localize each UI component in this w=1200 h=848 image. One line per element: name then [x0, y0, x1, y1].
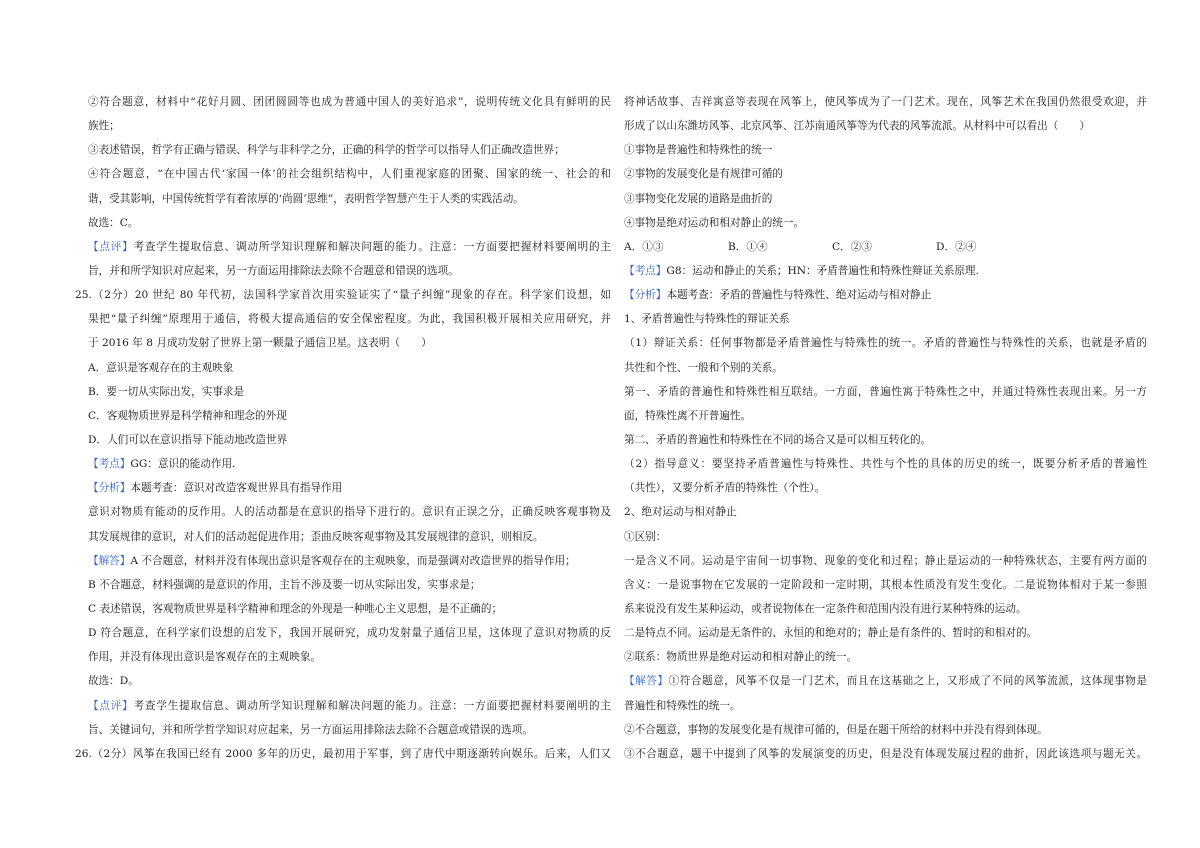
text-line	[624, 621, 1147, 645]
text-line	[624, 428, 1147, 452]
line-text: 25.（2分）20 世纪 80 年代初，法国科学家首次用实验证实了“量子纠缠”现象的存在。科学家们设想，如	[75, 289, 611, 302]
text-line	[88, 211, 611, 235]
section-tag: 【解答】	[88, 554, 131, 567]
text-line	[624, 404, 1147, 428]
line-text: （共性），又要分析矛盾的特殊性（个性）。	[624, 482, 826, 495]
text-line	[624, 283, 1147, 307]
text-line	[88, 428, 611, 452]
line-text: 第一、矛盾的普遍性和特殊性相互联结。一方面，普遍性寓于特殊性之中，并通过特殊性表现出来。另一方	[624, 385, 1147, 398]
line-text: ②联系：物质世界是绝对运动和相对静止的统一。	[624, 651, 858, 664]
line-text: （1）辩证关系：任何事物都是矛盾普遍性与特殊性的统一。矛盾的普遍性与特殊性的关系，也就是矛盾的	[624, 337, 1147, 350]
line-text: ①区别：	[624, 530, 667, 543]
line-text: ②事物的发展变化是有规律可循的	[624, 168, 783, 181]
answer-options	[624, 235, 1147, 259]
text-line	[88, 162, 611, 186]
line-text: A．意识是客观存在的主观映象	[88, 361, 234, 374]
line-text: 故选：D。	[88, 675, 139, 688]
line-text: B 不合题意，材料强调的是意识的作用，主旨不涉及要一切从实际出发，实事求是；	[88, 578, 481, 591]
line-text: C．客观物质世界是科学精神和理念的外现	[88, 409, 287, 422]
text-line	[88, 331, 611, 355]
text-line	[88, 90, 611, 114]
text-line	[624, 742, 1147, 766]
text-line	[88, 235, 611, 259]
line-text: 面，特殊性离不开普遍性。	[624, 409, 752, 422]
text-line	[88, 380, 611, 404]
line-text: ②符合题意，材料中“花好月圆、团团圆圆等也成为普通中国人的美好追求”，说明传统文化具有鲜明的民	[88, 96, 611, 108]
line-text: D．人们可以在意识指导下能动地改造世界	[88, 433, 288, 446]
line-text: G8：运动和静止的关系；HN：矛盾普遍性和特殊性辩证关系原理.	[666, 264, 979, 277]
text-line	[88, 452, 611, 476]
text-line	[88, 500, 611, 524]
line-text: 故选：C。	[88, 216, 139, 229]
section-tag: 【考点】	[88, 458, 131, 471]
line-text: 26.（2分）风筝在我国已经有 2000 多年的历史，最初用于军事，到了唐代中期逐渐转向娱乐。后来，人们又	[75, 747, 611, 760]
line-text: （2）指导意义：要坚持矛盾普遍性与特殊性、共性与个性的具体的历史的统一，既要分析矛盾的普遍性	[624, 458, 1147, 471]
line-text: 果把“量子纠缠”原理用于通信，将极大提高通信的安全保密程度。为此，我国积极开展相关应用研究，并	[88, 313, 611, 326]
line-text: D 符合题意，在科学家们设想的启发下，我国开展研究，成功发射量子通信卫星，这体现了意识对物质的反	[88, 627, 611, 640]
text-line	[624, 476, 1147, 500]
section-tag: 【点评】	[88, 699, 134, 712]
line-text: B．要一切从实际出发，实事求是	[88, 385, 245, 398]
text-line	[624, 380, 1147, 404]
text-line	[624, 138, 1147, 162]
line-text: 系来说没有发生某种运动，或者说物体在一定条件和范围内没有进行某种特殊的运动。	[624, 602, 1027, 615]
line-text: GG：意识的能动作用.	[130, 458, 236, 471]
text-line	[88, 404, 611, 428]
text-line	[88, 356, 611, 380]
answer-option: D．②④	[936, 240, 977, 253]
text-line	[624, 259, 1147, 283]
text-line	[75, 742, 611, 766]
text-line	[88, 138, 611, 162]
section-tag: 【解答】	[624, 675, 669, 688]
right-column	[624, 90, 1147, 766]
text-line	[88, 694, 611, 718]
line-text: 一是含义不同。运动是宇宙间一切事物、现象的变化和过程；静止是运动的一种特殊状态，主要有两方面的	[624, 554, 1147, 567]
line-text: ③表述错误，哲学有正确与错误、科学与非科学之分，正确的科学的哲学可以指导人们正确改造世界；	[88, 144, 565, 157]
line-text: 共性和个性、一般和个别的关系。	[624, 361, 783, 374]
answer-option: C．②③	[832, 240, 872, 253]
text-line	[624, 162, 1147, 186]
section-tag: 【分析】	[88, 482, 131, 495]
text-line	[88, 669, 611, 693]
text-line	[624, 307, 1147, 331]
answer-option: B．①④	[728, 240, 768, 253]
line-text: C 表述错误，客观物质世界是科学精神和理念的外现是一种唯心主义思想，是不正确的；	[88, 602, 503, 615]
text-line	[88, 525, 611, 549]
line-text: 含义：一是说事物在它发展的一定阶段和一定时期，其根本性质没有发生变化。二是说物体相对于某一参照	[624, 578, 1147, 591]
line-text: 考查学生提取信息、调动所学知识理解和解决问题的能力。注意：一方面要把握材料要阐明的主	[133, 699, 611, 712]
text-line	[88, 259, 611, 283]
section-tag: 【点评】	[88, 240, 134, 253]
line-text: 2、绝对运动与相对静止	[624, 506, 737, 519]
line-text: ③不合题意，题干中提到了风筝的发展演变的历史，但是没有体现发展过程的曲折，因此该选项与题无关。	[624, 747, 1147, 760]
text-line	[624, 90, 1147, 114]
line-text: A 不合题意，材料并没有体现出意识是客观存在的主观映象，而是强调对改造世界的指导作用；	[130, 554, 576, 567]
text-line	[624, 669, 1147, 693]
text-line	[88, 597, 611, 621]
line-text: 二是特点不同。运动是无条件的、永恒的和绝对的；静止是有条件的、暂时的和相对的。	[624, 627, 1038, 640]
line-text: ①符合题意，风筝不仅是一门艺术，而且在这基础之上，又形成了不同的风筝流派，这体现事物是	[668, 675, 1147, 688]
text-line	[624, 694, 1147, 718]
text-line	[624, 211, 1147, 235]
text-line	[624, 597, 1147, 621]
line-text: ④事物是绝对运动和相对静止的统一。	[624, 216, 805, 229]
text-line	[88, 573, 611, 597]
text-line	[88, 307, 611, 331]
text-line	[624, 331, 1147, 355]
text-line	[624, 573, 1147, 597]
line-text: ③事物变化发展的道路是曲折的	[624, 192, 773, 205]
text-line	[624, 356, 1147, 380]
line-text: 旨、关键词句，并和所学哲学知识对应起来，另一方面运用排除法去除不合题意或错误的选项。	[88, 723, 533, 736]
line-text: ④符合题意，“在中国古代‘家国一体’的社会组织结构中，人们重视家庭的团聚、国家的统一、社会的和	[88, 168, 611, 181]
line-text: 将神话故事、吉祥寓意等表现在风筝上，使风筝成为了一门艺术。现在，风筝艺术在我国仍然很受欢迎，并	[624, 96, 1147, 108]
text-line	[624, 525, 1147, 549]
line-text: 其发展规律的意识，对人们的活动起促进作用；歪曲反映客观事物及其发展规律的意识，则相反。	[88, 530, 544, 543]
line-text: 旨，并和所学知识对应起来，另一方面运用排除法去除不合题意和错误的选项。	[88, 264, 459, 277]
left-column	[75, 90, 611, 766]
section-tag: 【分析】	[624, 289, 667, 302]
line-text: 形成了以山东潍坊风筝、北京风筝、江苏南通风筝等为代表的风筝流派。从材料中可以看出（ ）	[624, 120, 1091, 133]
text-line	[88, 114, 611, 138]
line-text: 谐，受其影响，中国传统哲学有着浓厚的‘尚圆’思维”，表明哲学智慧产生于人类的实践活动。	[88, 192, 524, 205]
line-text: ②不合题意，事物的发展变化是有规律可循的，但是在题干所给的材料中并没有得到体现。	[624, 723, 1048, 736]
text-line	[624, 718, 1147, 742]
line-text: 意识对物质有能动的反作用。人的活动都是在意识的指导下进行的。意识有正误之分，正确反映客观事物及	[88, 506, 611, 519]
line-text: 考查学生提取信息、调动所学知识理解和解决问题的能力。注意：一方面要把握材料要阐明的主	[133, 240, 611, 253]
answer-option: A．①③	[624, 240, 664, 253]
line-text: 族性；	[88, 120, 120, 133]
text-line	[75, 283, 611, 307]
line-text: 作用，并没有体现出意识是客观存在的主观映象。	[88, 651, 322, 664]
line-text: 第二、矛盾的普遍性和特殊性在不同的场合又是可以相互转化的。	[624, 433, 932, 446]
text-line	[624, 500, 1147, 524]
text-line	[88, 476, 611, 500]
line-text: 本题考查：矛盾的普遍性与特殊性、绝对运动与相对静止	[666, 289, 932, 302]
section-tag: 【考点】	[624, 264, 667, 277]
line-text: 本题考查：意识对改造客观世界具有指导作用	[130, 482, 343, 495]
line-text: 于 2016 年 8 月成功发射了世界上第一颗量子通信卫星。这表明（ ）	[88, 337, 432, 350]
text-line	[624, 549, 1147, 573]
text-line	[88, 621, 611, 645]
text-line	[88, 718, 611, 742]
text-line	[624, 645, 1147, 669]
text-line	[624, 187, 1147, 211]
text-line	[624, 114, 1147, 138]
line-text: 1、矛盾普遍性与特殊性的辩证关系	[624, 313, 790, 326]
text-line	[88, 549, 611, 573]
text-line	[88, 645, 611, 669]
text-line	[88, 187, 611, 211]
line-text: 普遍性和特殊性的统一。	[624, 699, 741, 712]
line-text: ①事物是普遍性和特殊性的统一	[624, 144, 773, 157]
text-line	[624, 452, 1147, 476]
